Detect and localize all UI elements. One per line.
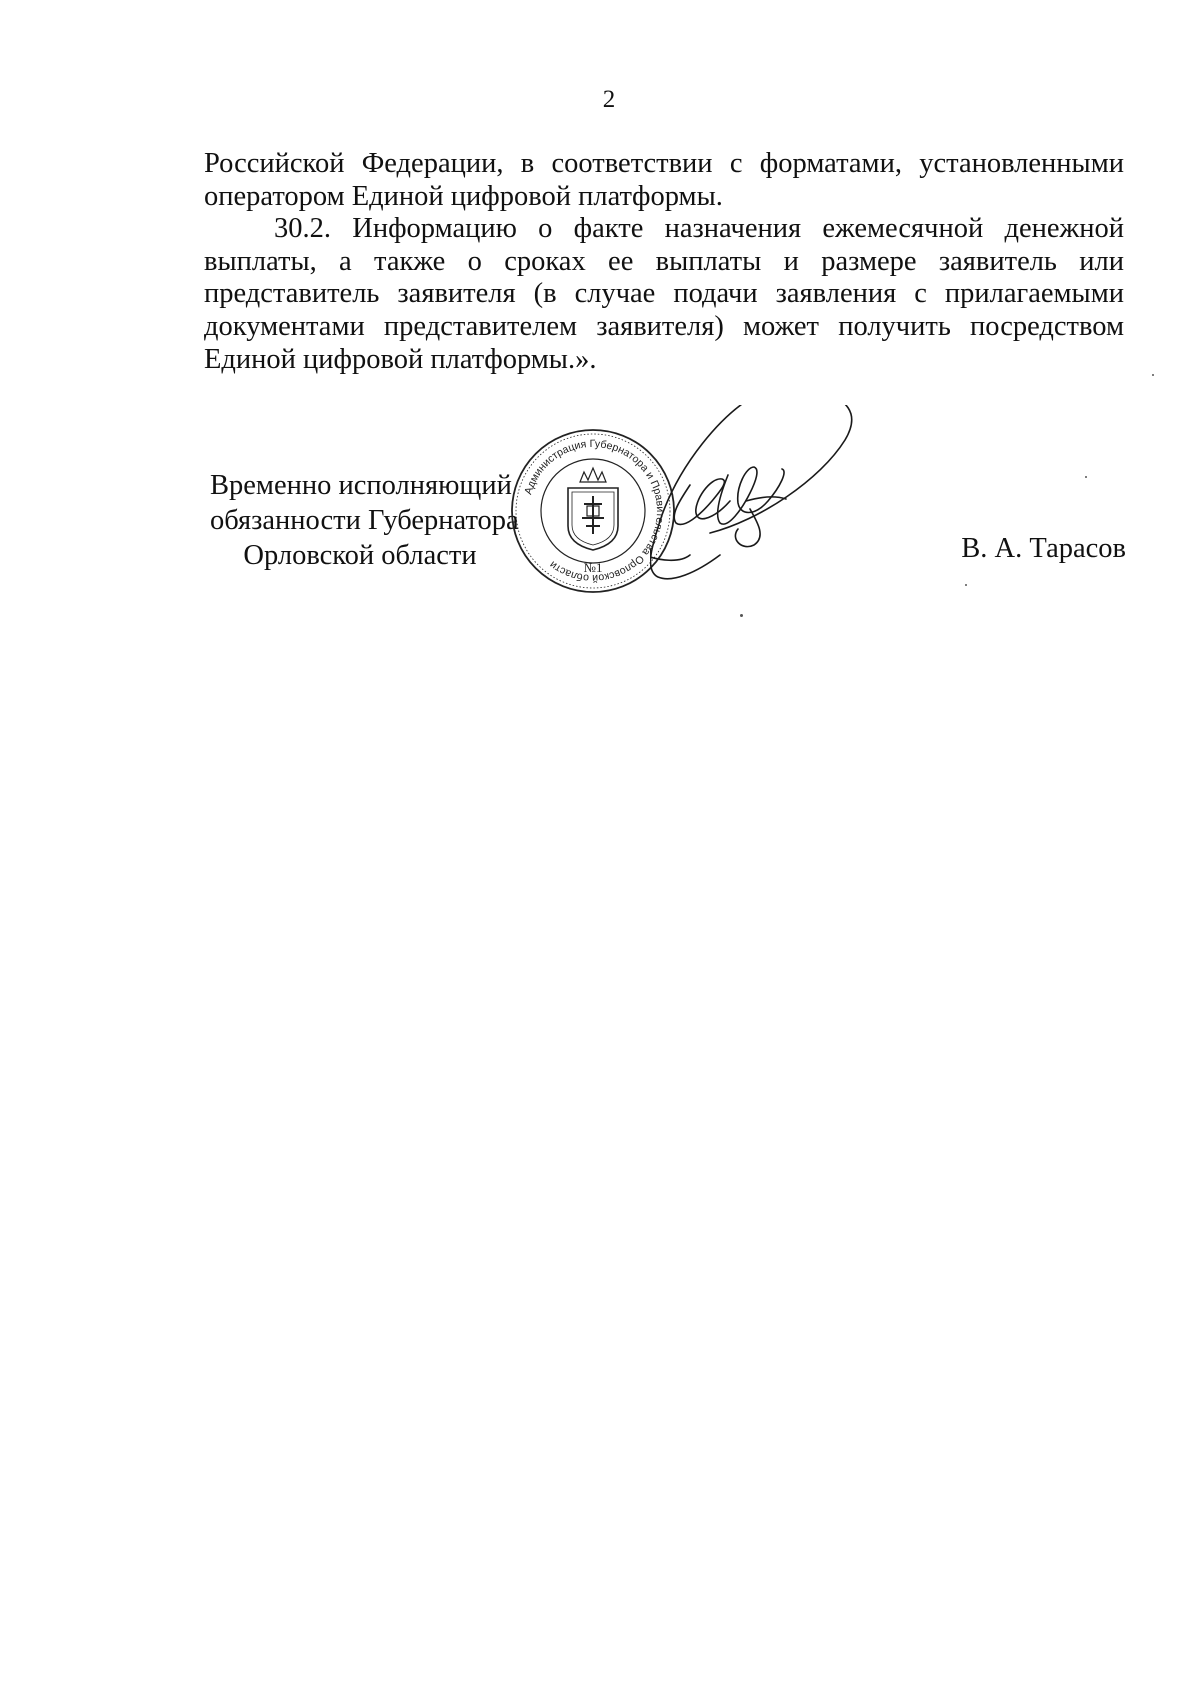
coat-of-arms-icon [568,468,618,550]
handwritten-signature [650,405,930,605]
scan-speck [965,584,967,586]
signatory-position-line: Временно исполняющий [210,470,512,501]
scan-speck [1152,374,1154,376]
signatory-name: В. А. Тарасов [961,533,1126,564]
signatory-position [210,468,519,573]
body-text [204,148,1124,376]
page-number: 2 [602,86,616,113]
signatory-position-line: Орловской области [243,540,477,571]
seal-ring-text: Администрация Губернатора и Правительства Орловской области [522,437,667,585]
seal-number: №1 [583,560,603,575]
scan-speck [1085,476,1087,478]
paragraph-continuation: Российской Федерации, в соответствии с форматами, установленными оператором Единой цифровой платформы. [204,148,1124,212]
signatory-position-line: обязанности Губернатора [210,505,519,536]
paragraph-30-2: 30.2. Информацию о факте назначения ежемесячной денежной выплаты, а также о сроках ее выплаты и размере заявитель или представитель заявителя (в случае подачи заявления с прилагаемыми документами представителем заявителя) может получить посредством Единой цифровой платформы.». [204,213,1124,375]
scan-speck [740,614,743,617]
